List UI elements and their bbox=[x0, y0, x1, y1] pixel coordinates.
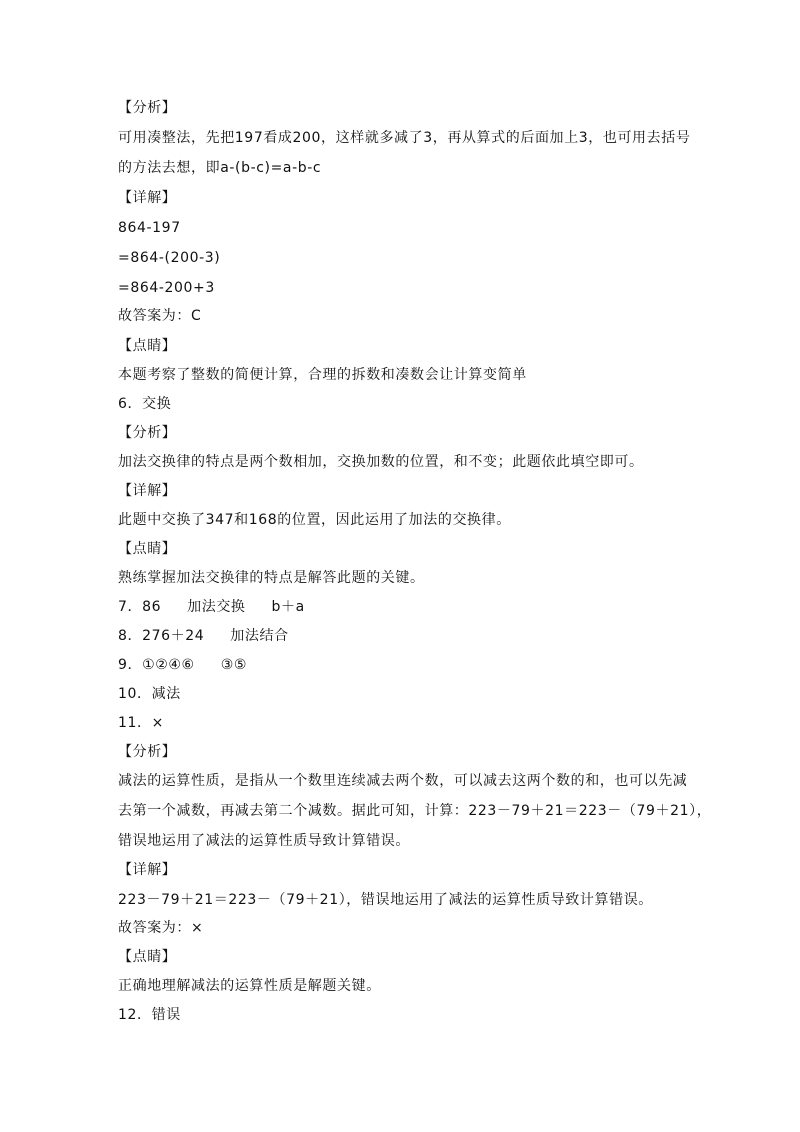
answer-part: b＋a bbox=[271, 599, 305, 615]
section-heading-analysis: 【分析】 bbox=[118, 744, 177, 760]
question-number-10: 10．减法 bbox=[118, 686, 181, 702]
question-number-9 bbox=[118, 655, 247, 675]
answer-part: ③⑤ bbox=[220, 657, 248, 673]
answer-part: 加法交换 bbox=[187, 599, 246, 615]
section-heading-detail: 【详解】 bbox=[118, 190, 177, 206]
text-line: 加法交换律的特点是两个数相加，交换加数的位置，和不变；此题依此填空即可。 bbox=[118, 454, 644, 470]
answer-line: 故答案为：× bbox=[118, 920, 204, 936]
section-heading-comment: 【点睛】 bbox=[118, 541, 177, 557]
text-line: 此题中交换了347和168的位置，因此运用了加法的交换律。 bbox=[118, 512, 511, 528]
text-line: =864-200+3 bbox=[118, 280, 215, 296]
answer-line: 故答案为：C bbox=[118, 308, 202, 324]
text-line: 的方法去想，即a-(b-c)=a-b-c bbox=[118, 160, 322, 176]
section-heading-comment: 【点睛】 bbox=[118, 338, 177, 354]
answer-part: 9．①②④⑥ bbox=[118, 657, 195, 673]
section-heading-analysis: 【分析】 bbox=[118, 100, 177, 116]
answer-part: 8．276＋24 bbox=[118, 628, 205, 644]
text-line: 熟练掌握加法交换律的特点是解答此题的关键。 bbox=[118, 570, 425, 586]
section-heading-detail: 【详解】 bbox=[118, 483, 177, 499]
question-number-8 bbox=[118, 626, 289, 646]
question-number-6: 6．交换 bbox=[118, 396, 172, 412]
text-line: 去第一个减数，再减去第二个减数。据此可知，计算：223－79＋21＝223－（79＋21）， bbox=[118, 803, 712, 819]
text-line: 错误地运用了减法的运算性质导致计算错误。 bbox=[118, 833, 410, 849]
text-line: 223－79＋21＝223－（79＋21），错误地运用了减法的运算性质导致计算错误。 bbox=[118, 892, 653, 908]
answer-part: 7．86 bbox=[118, 599, 162, 615]
text-line: =864-(200-3) bbox=[118, 250, 221, 266]
text-line: 本题考察了整数的简便计算，合理的拆数和凑数会让计算变简单 bbox=[118, 367, 527, 383]
section-heading-detail: 【详解】 bbox=[118, 862, 177, 878]
text-line: 864-197 bbox=[118, 220, 181, 236]
text-line: 减法的运算性质，是指从一个数里连续减去两个数，可以减去这两个数的和，也可以先减 bbox=[118, 773, 688, 789]
text-line: 正确地理解减法的运算性质是解题关键。 bbox=[118, 978, 381, 994]
question-number-12: 12．错误 bbox=[118, 1007, 181, 1023]
question-number-11: 11．× bbox=[118, 715, 164, 731]
text-line: 可用凑整法，先把197看成200，这样就多减了3，再从算式的后面加上3，也可用去括号 bbox=[118, 130, 691, 146]
section-heading-analysis: 【分析】 bbox=[118, 425, 177, 441]
question-number-7 bbox=[118, 597, 305, 617]
answer-part: 加法结合 bbox=[230, 628, 289, 644]
section-heading-comment: 【点睛】 bbox=[118, 949, 177, 965]
